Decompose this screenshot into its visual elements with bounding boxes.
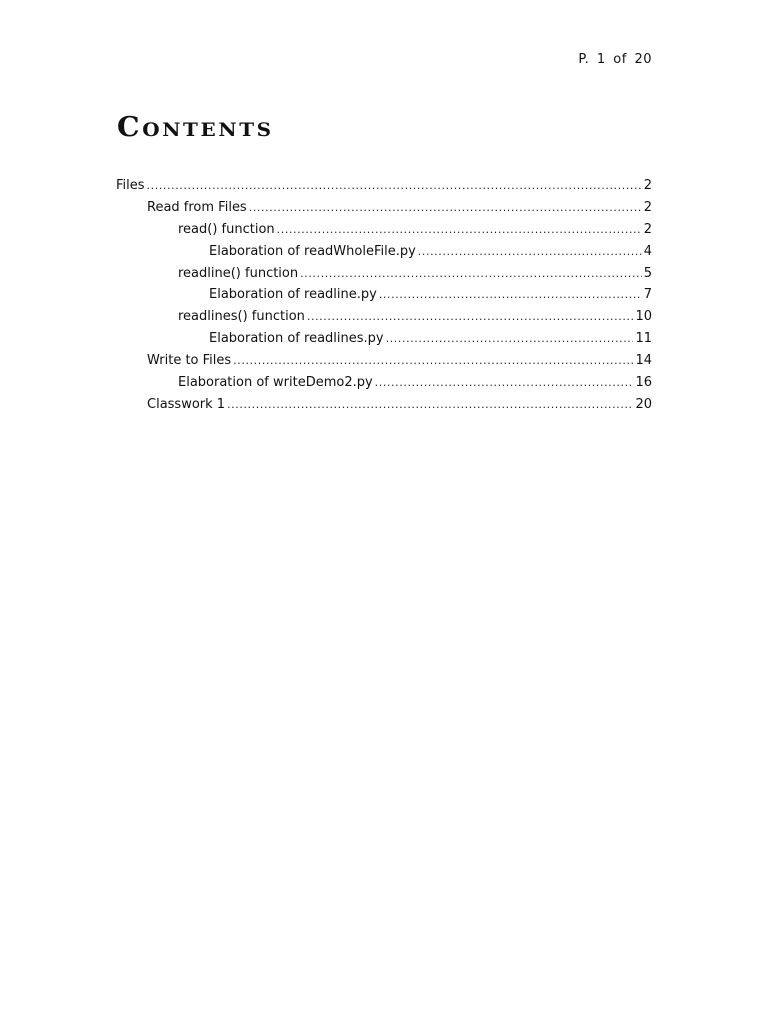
dot-leader [375,372,634,394]
toc-entry-write-to-files[interactable] [116,350,652,372]
toc-entry-title: readlines() function [178,309,305,325]
dot-leader [227,394,633,416]
toc-entry-page: 7 [643,287,652,303]
toc-entry-elaboration-writedemo2[interactable] [116,372,652,394]
dot-leader [249,197,642,219]
toc-entry-title: Classwork 1 [147,396,226,412]
toc-entry-elaboration-readline[interactable] [116,284,652,306]
dot-leader [300,263,642,285]
toc-entry-page: 14 [635,353,652,369]
toc-entry-read-from-files[interactable] [116,197,652,219]
toc-entry-classwork-1[interactable] [116,394,652,416]
dot-leader [386,328,634,350]
toc-entry-page: 10 [635,309,652,325]
dot-leader [307,306,634,328]
toc-entry-title: Read from Files [147,199,247,215]
toc-entry-page: 16 [635,375,652,391]
dot-leader [277,219,642,241]
dot-leader [379,284,642,306]
table-of-contents [116,175,652,416]
toc-entry-title: read() function [178,221,275,237]
toc-entry-elaboration-readwholefile[interactable] [116,241,652,263]
toc-entry-page: 2 [643,178,652,193]
toc-entry-title: Elaboration of writeDemo2.py [178,375,373,391]
toc-entry-files[interactable] [116,175,652,197]
toc-entry-readlines-function[interactable] [116,306,652,328]
page-number: P. 1 of 20 [578,52,652,67]
toc-entry-title: Files [116,178,145,193]
toc-entry-page: 5 [643,265,652,281]
toc-entry-title: readline() function [178,265,299,281]
toc-entry-readline-function[interactable] [116,263,652,285]
toc-heading: Contents [117,112,274,143]
toc-entry-title: Elaboration of readWholeFile.py [209,243,416,259]
dot-leader [418,241,642,263]
toc-entry-page: 20 [635,396,652,412]
toc-entry-page: 11 [635,331,652,347]
toc-entry-page: 4 [643,243,652,259]
dot-leader [233,350,633,372]
dot-leader [147,175,642,197]
toc-entry-page: 2 [643,199,652,215]
toc-entry-read-function[interactable] [116,219,652,241]
toc-entry-elaboration-readlines[interactable] [116,328,652,350]
toc-entry-page: 2 [643,221,652,237]
toc-entry-title: Elaboration of readline.py [209,287,377,303]
toc-entry-title: Write to Files [147,353,232,369]
toc-entry-title: Elaboration of readlines.py [209,331,384,347]
